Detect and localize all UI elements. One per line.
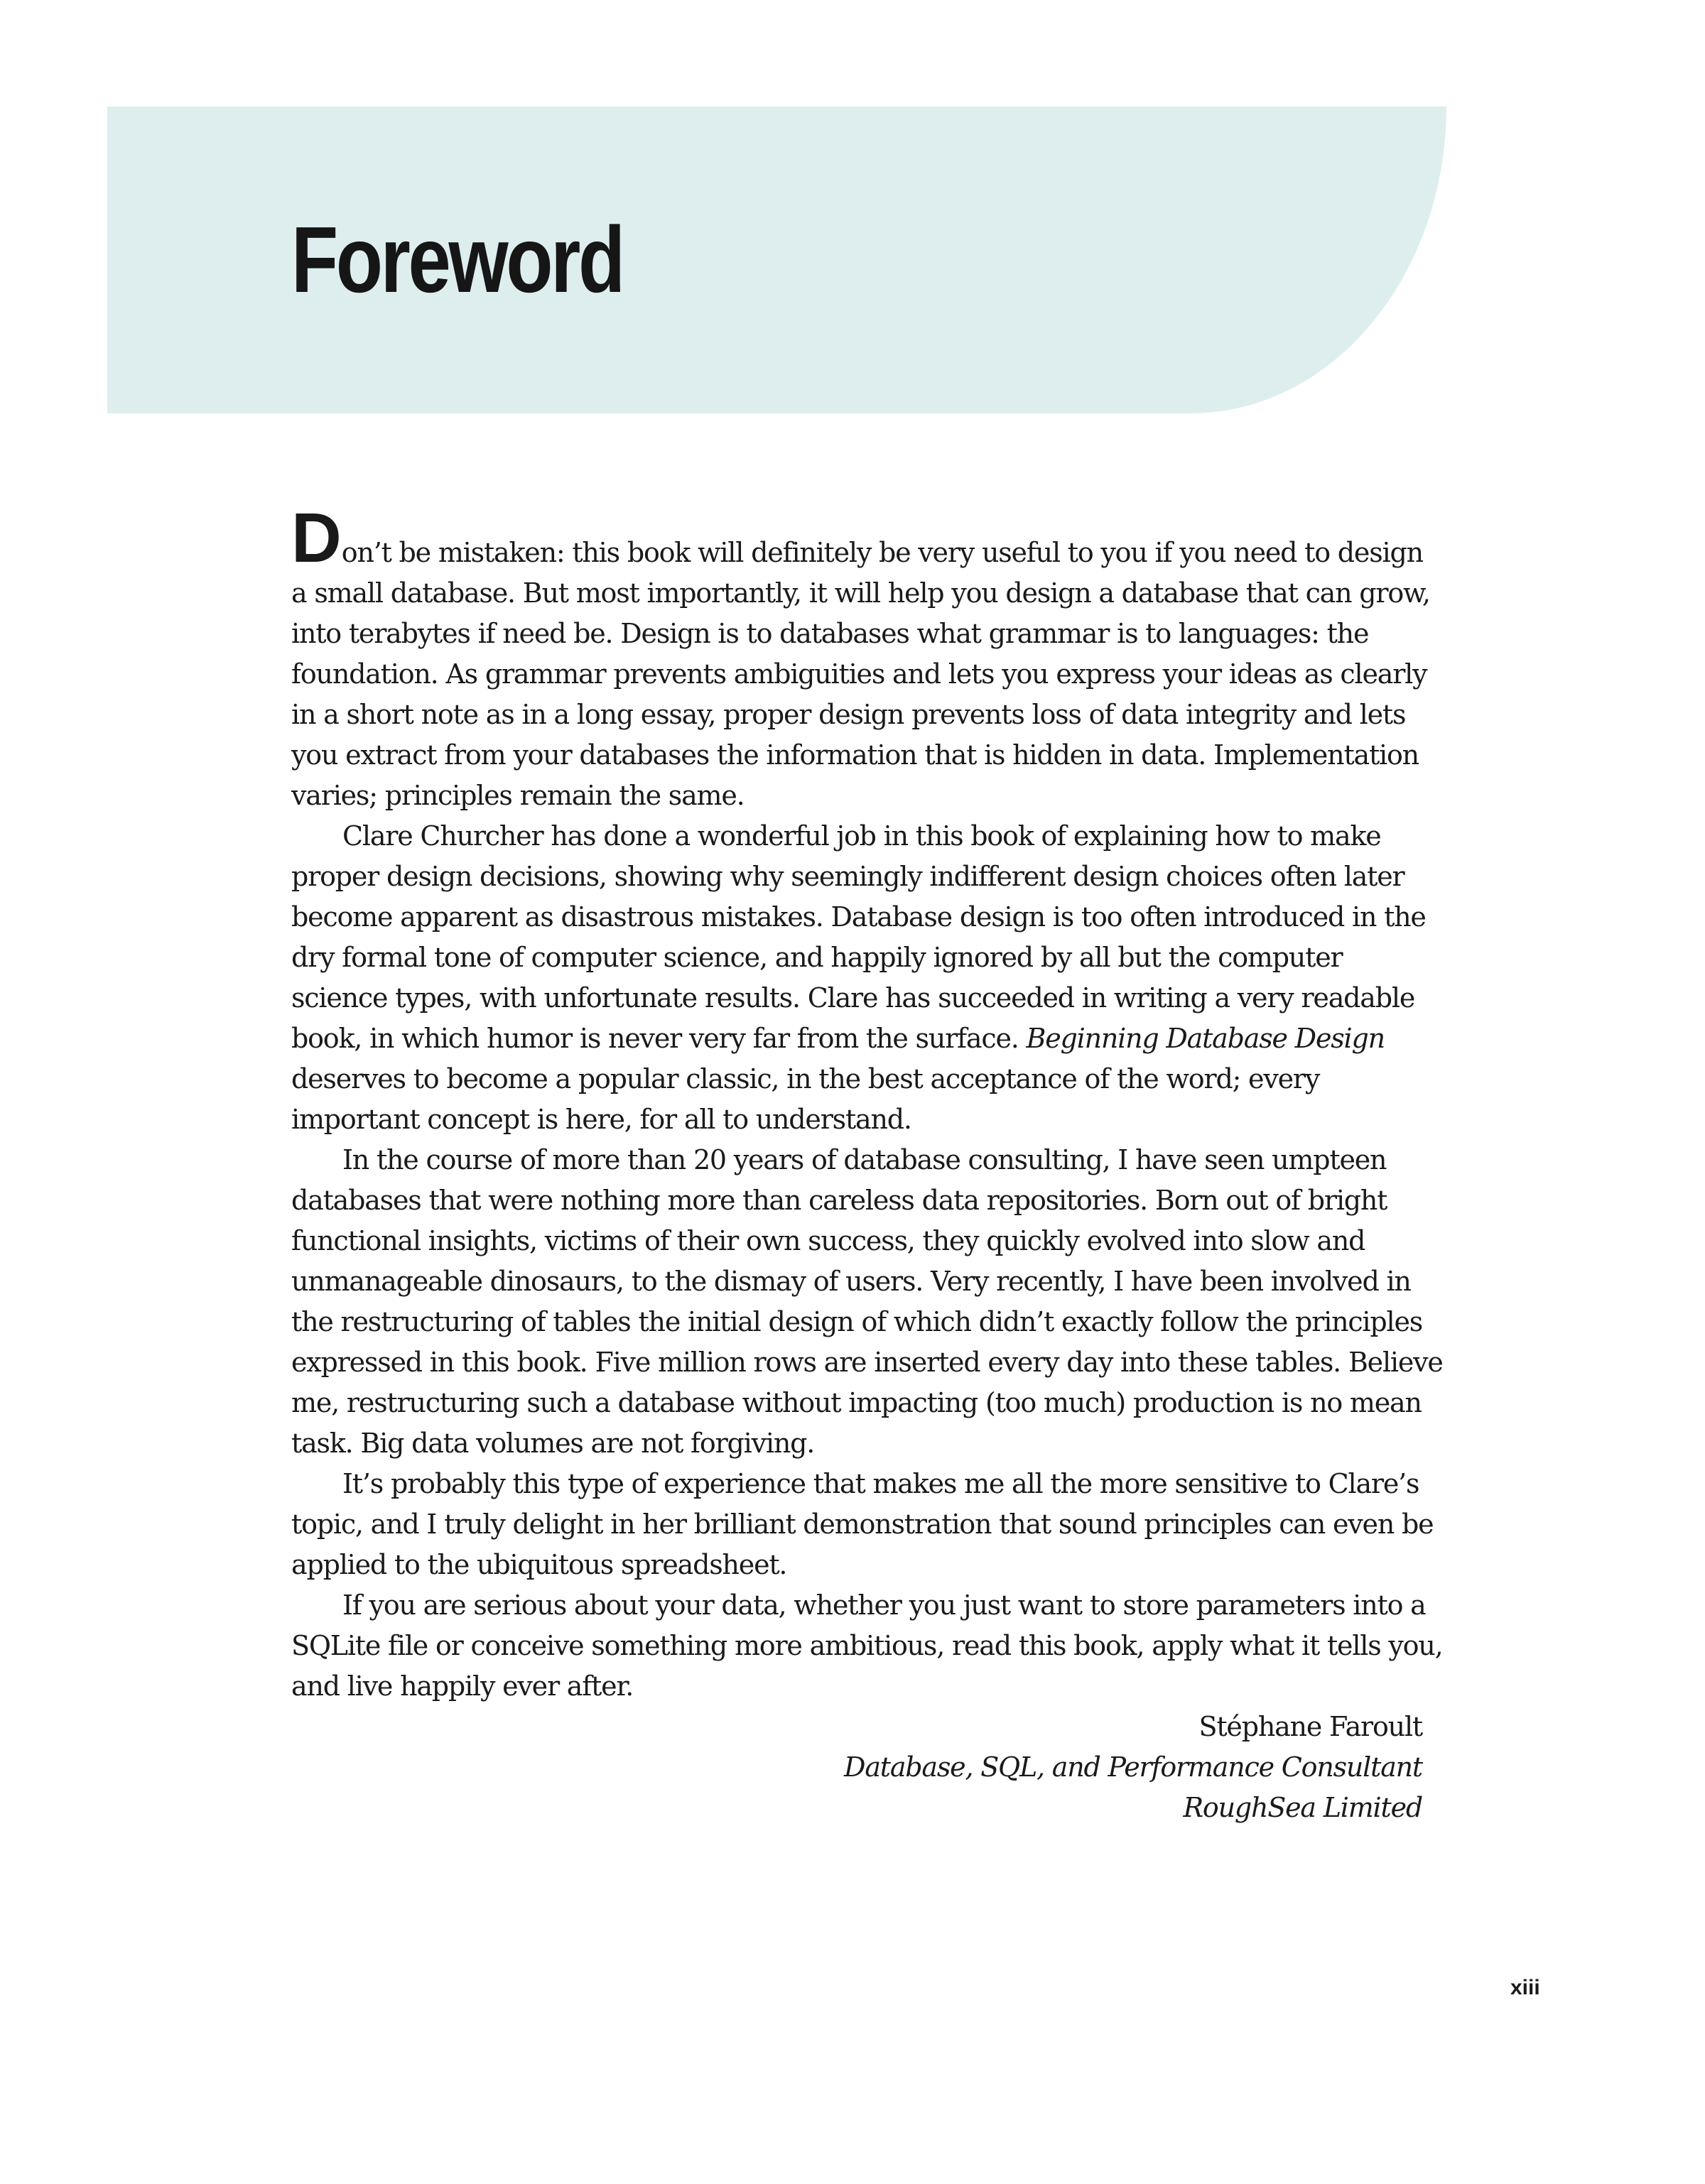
page-number: xiii — [1510, 1976, 1540, 1999]
paragraph-4: It’s probably this type of experience that makes me all the more sensitive to Clare’s topic, and I truly delight in her brilliant demonstration that sound principles can even be applied to the ubiquitous spreadsheet. — [291, 1468, 1434, 1580]
foreword-body — [291, 499, 1444, 1828]
paragraph-1-text: on’t be mistaken: this book will definitely be very useful to you if you need to design a small database. But most importantly, it will help you design a database that can grow, into terabytes if need be. Design is to databases what grammar is to languages: the foundation. As grammar prevents ambiguities and lets you express your ideas as clearly in a short note as in a long essay, proper design prevents loss of data integrity and lets you extract from your databases the information that is hidden in data. Implementation varies; principles remain the same. — [291, 537, 1430, 811]
paragraph-2 — [291, 816, 1444, 1140]
paragraph-3: In the course of more than 20 years of database consulting, I have seen umpteen databases that were nothing more than careless data repositories. Born out of bright functional insights, victims of their own success, they quickly evolved into slow and unmanageable dinosaurs, to the dismay of users. Very recently, I have been involved in the restructuring of tables the initial design of which didn’t exactly follow the principles expressed in this book. Five million rows are inserted every day into these tables. Believe me, restructuring such a database without impacting (too much) production is no mean task. Big data volumes are not forgiving. — [291, 1144, 1443, 1459]
paragraph-5: If you are serious about your data, whether you just want to store parameters into a SQLite file or conceive something more ambitious, read this book, apply what it tells you, and live happily ever after. — [291, 1590, 1443, 1702]
signature-block — [291, 1707, 1444, 1828]
paragraph-1 — [291, 499, 1444, 816]
chapter-title: Foreword — [291, 207, 623, 312]
drop-cap: D — [291, 499, 342, 577]
book-title: Beginning Database Design — [1026, 1023, 1385, 1054]
signature-role: Database, SQL, and Performance Consultant — [844, 1751, 1422, 1783]
paragraph-2-text-before: Clare Churcher has done a wonderful job in this book of explaining how to make proper design decisions, showing why seemingly indifferent design choices often later become apparent as disastrous mistakes. Database design is too often introduced in the dry formal tone of computer science, and happily ignored by all but the computer science types, with unfortunate results. Clare has succeeded in writing a very readable book, in which humor is never very far from the surface. — [291, 820, 1426, 1054]
signature-company: RoughSea Limited — [1183, 1792, 1422, 1823]
paragraph-2-text-after: deserves to become a popular classic, in the best acceptance of the word; every important concept is here, for all to understand. — [291, 1063, 1320, 1135]
signature-name: Stéphane Faroult — [1198, 1711, 1422, 1742]
